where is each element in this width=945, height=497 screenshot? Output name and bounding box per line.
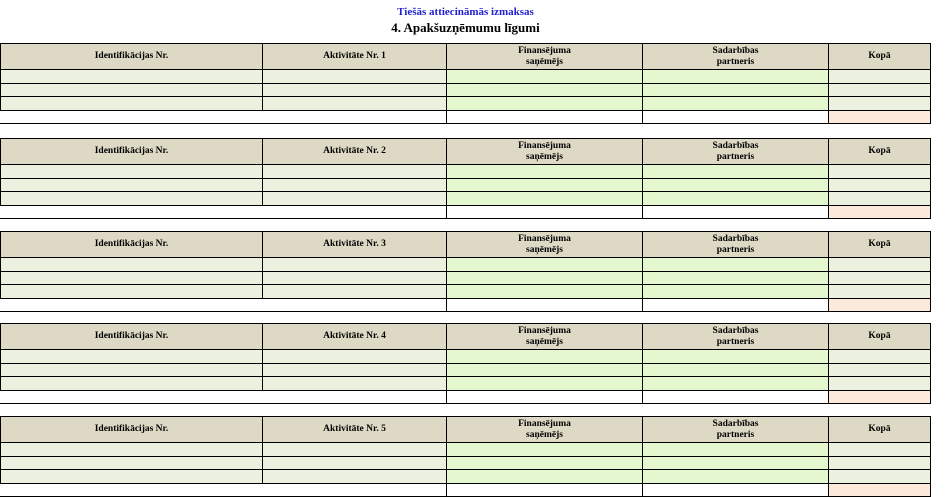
input-cell[interactable]: [0, 364, 262, 378]
input-cell[interactable]: [642, 192, 828, 206]
column-header: Sadarbības partneris: [642, 416, 828, 443]
input-cell[interactable]: [0, 470, 262, 484]
input-cell[interactable]: [642, 285, 828, 299]
column-header: Sadarbības partneris: [642, 138, 828, 165]
input-cell[interactable]: [262, 350, 446, 364]
total-label-cell[interactable]: [0, 299, 446, 313]
column-header: Finansējuma saņēmējs: [446, 323, 642, 350]
input-cell[interactable]: [828, 97, 931, 111]
total-cell[interactable]: [446, 484, 642, 497]
input-cell[interactable]: [262, 179, 446, 193]
column-header: Aktivitāte Nr. 4: [262, 323, 446, 350]
input-cell[interactable]: [828, 179, 931, 193]
input-cell[interactable]: [828, 285, 931, 299]
input-cell[interactable]: [0, 350, 262, 364]
input-cell[interactable]: [446, 179, 642, 193]
input-cell[interactable]: [262, 258, 446, 272]
input-cell[interactable]: [262, 443, 446, 457]
input-cell[interactable]: [446, 364, 642, 378]
input-cell[interactable]: [446, 84, 642, 98]
input-cell[interactable]: [0, 179, 262, 193]
input-cell[interactable]: [642, 457, 828, 471]
input-cell[interactable]: [446, 350, 642, 364]
input-cell[interactable]: [642, 84, 828, 98]
input-cell[interactable]: [642, 179, 828, 193]
input-cell[interactable]: [642, 470, 828, 484]
input-cell[interactable]: [262, 192, 446, 206]
column-header: Finansējuma saņēmējs: [446, 416, 642, 443]
input-cell[interactable]: [446, 192, 642, 206]
input-cell[interactable]: [446, 272, 642, 286]
input-cell[interactable]: [828, 457, 931, 471]
column-header: Finansējuma saņēmējs: [446, 138, 642, 165]
total-cell[interactable]: [446, 111, 642, 125]
input-cell[interactable]: [0, 285, 262, 299]
column-header: Kopā: [828, 138, 931, 165]
input-cell[interactable]: [446, 285, 642, 299]
column-header: Kopā: [828, 416, 931, 443]
input-cell[interactable]: [446, 70, 642, 84]
sheet-subtitle: Tiešās attiecināmās izmaksas: [0, 6, 931, 18]
total-cell[interactable]: [642, 206, 828, 220]
input-cell[interactable]: [642, 377, 828, 391]
input-cell[interactable]: [828, 70, 931, 84]
column-header: Identifikācijas Nr.: [0, 416, 262, 443]
input-cell[interactable]: [262, 470, 446, 484]
column-header: Sadarbības partneris: [642, 43, 828, 70]
grand-total-cell[interactable]: [828, 206, 931, 220]
input-cell[interactable]: [828, 470, 931, 484]
column-header: Finansējuma saņēmējs: [446, 43, 642, 70]
input-cell[interactable]: [0, 97, 262, 111]
input-cell[interactable]: [642, 443, 828, 457]
input-cell[interactable]: [642, 165, 828, 179]
input-cell[interactable]: [0, 192, 262, 206]
total-cell[interactable]: [642, 484, 828, 497]
input-cell[interactable]: [262, 97, 446, 111]
input-cell[interactable]: [446, 165, 642, 179]
input-cell[interactable]: [828, 443, 931, 457]
input-cell[interactable]: [0, 165, 262, 179]
input-cell[interactable]: [0, 258, 262, 272]
input-cell[interactable]: [446, 457, 642, 471]
input-cell[interactable]: [446, 258, 642, 272]
input-cell[interactable]: [0, 70, 262, 84]
column-header: Aktivitāte Nr. 2: [262, 138, 446, 165]
sheet-title: 4. Apakšuzņēmumu līgumi: [0, 20, 931, 36]
column-header: Aktivitāte Nr. 3: [262, 231, 446, 258]
input-cell[interactable]: [828, 350, 931, 364]
input-cell[interactable]: [262, 165, 446, 179]
input-cell[interactable]: [828, 377, 931, 391]
input-cell[interactable]: [446, 377, 642, 391]
column-header: Kopā: [828, 43, 931, 70]
input-cell[interactable]: [828, 192, 931, 206]
input-cell[interactable]: [262, 70, 446, 84]
grand-total-cell[interactable]: [828, 299, 931, 313]
column-header: Finansējuma saņēmējs: [446, 231, 642, 258]
input-cell[interactable]: [262, 272, 446, 286]
input-cell[interactable]: [642, 364, 828, 378]
input-cell[interactable]: [828, 84, 931, 98]
input-cell[interactable]: [0, 457, 262, 471]
column-header: Sadarbības partneris: [642, 323, 828, 350]
input-cell[interactable]: [262, 364, 446, 378]
total-label-cell[interactable]: [0, 206, 446, 220]
column-header: Identifikācijas Nr.: [0, 43, 262, 70]
input-cell[interactable]: [642, 258, 828, 272]
input-cell[interactable]: [446, 97, 642, 111]
total-cell[interactable]: [446, 299, 642, 313]
total-cell[interactable]: [446, 206, 642, 220]
input-cell[interactable]: [262, 377, 446, 391]
input-cell[interactable]: [828, 258, 931, 272]
column-header: Aktivitāte Nr. 1: [262, 43, 446, 70]
total-cell[interactable]: [446, 391, 642, 405]
total-label-cell[interactable]: [0, 391, 446, 405]
column-header: Kopā: [828, 323, 931, 350]
input-cell[interactable]: [828, 364, 931, 378]
input-cell[interactable]: [0, 272, 262, 286]
column-header: Aktivitāte Nr. 5: [262, 416, 446, 443]
input-cell[interactable]: [262, 285, 446, 299]
input-cell[interactable]: [0, 443, 262, 457]
column-header: Sadarbības partneris: [642, 231, 828, 258]
input-cell[interactable]: [828, 165, 931, 179]
column-header: Identifikācijas Nr.: [0, 231, 262, 258]
input-cell[interactable]: [262, 457, 446, 471]
total-cell[interactable]: [642, 299, 828, 313]
total-label-cell[interactable]: [0, 111, 446, 125]
input-cell[interactable]: [828, 272, 931, 286]
column-header: Identifikācijas Nr.: [0, 138, 262, 165]
grand-total-cell[interactable]: [828, 111, 931, 125]
input-cell[interactable]: [0, 377, 262, 391]
input-cell[interactable]: [262, 84, 446, 98]
grand-total-cell[interactable]: [828, 484, 931, 497]
column-header: Identifikācijas Nr.: [0, 323, 262, 350]
input-cell[interactable]: [642, 272, 828, 286]
input-cell[interactable]: [642, 97, 828, 111]
input-cell[interactable]: [642, 350, 828, 364]
total-cell[interactable]: [642, 391, 828, 405]
total-cell[interactable]: [642, 111, 828, 125]
input-cell[interactable]: [446, 470, 642, 484]
column-header: Kopā: [828, 231, 931, 258]
input-cell[interactable]: [642, 70, 828, 84]
grand-total-cell[interactable]: [828, 391, 931, 405]
total-label-cell[interactable]: [0, 484, 446, 497]
input-cell[interactable]: [0, 84, 262, 98]
input-cell[interactable]: [446, 443, 642, 457]
